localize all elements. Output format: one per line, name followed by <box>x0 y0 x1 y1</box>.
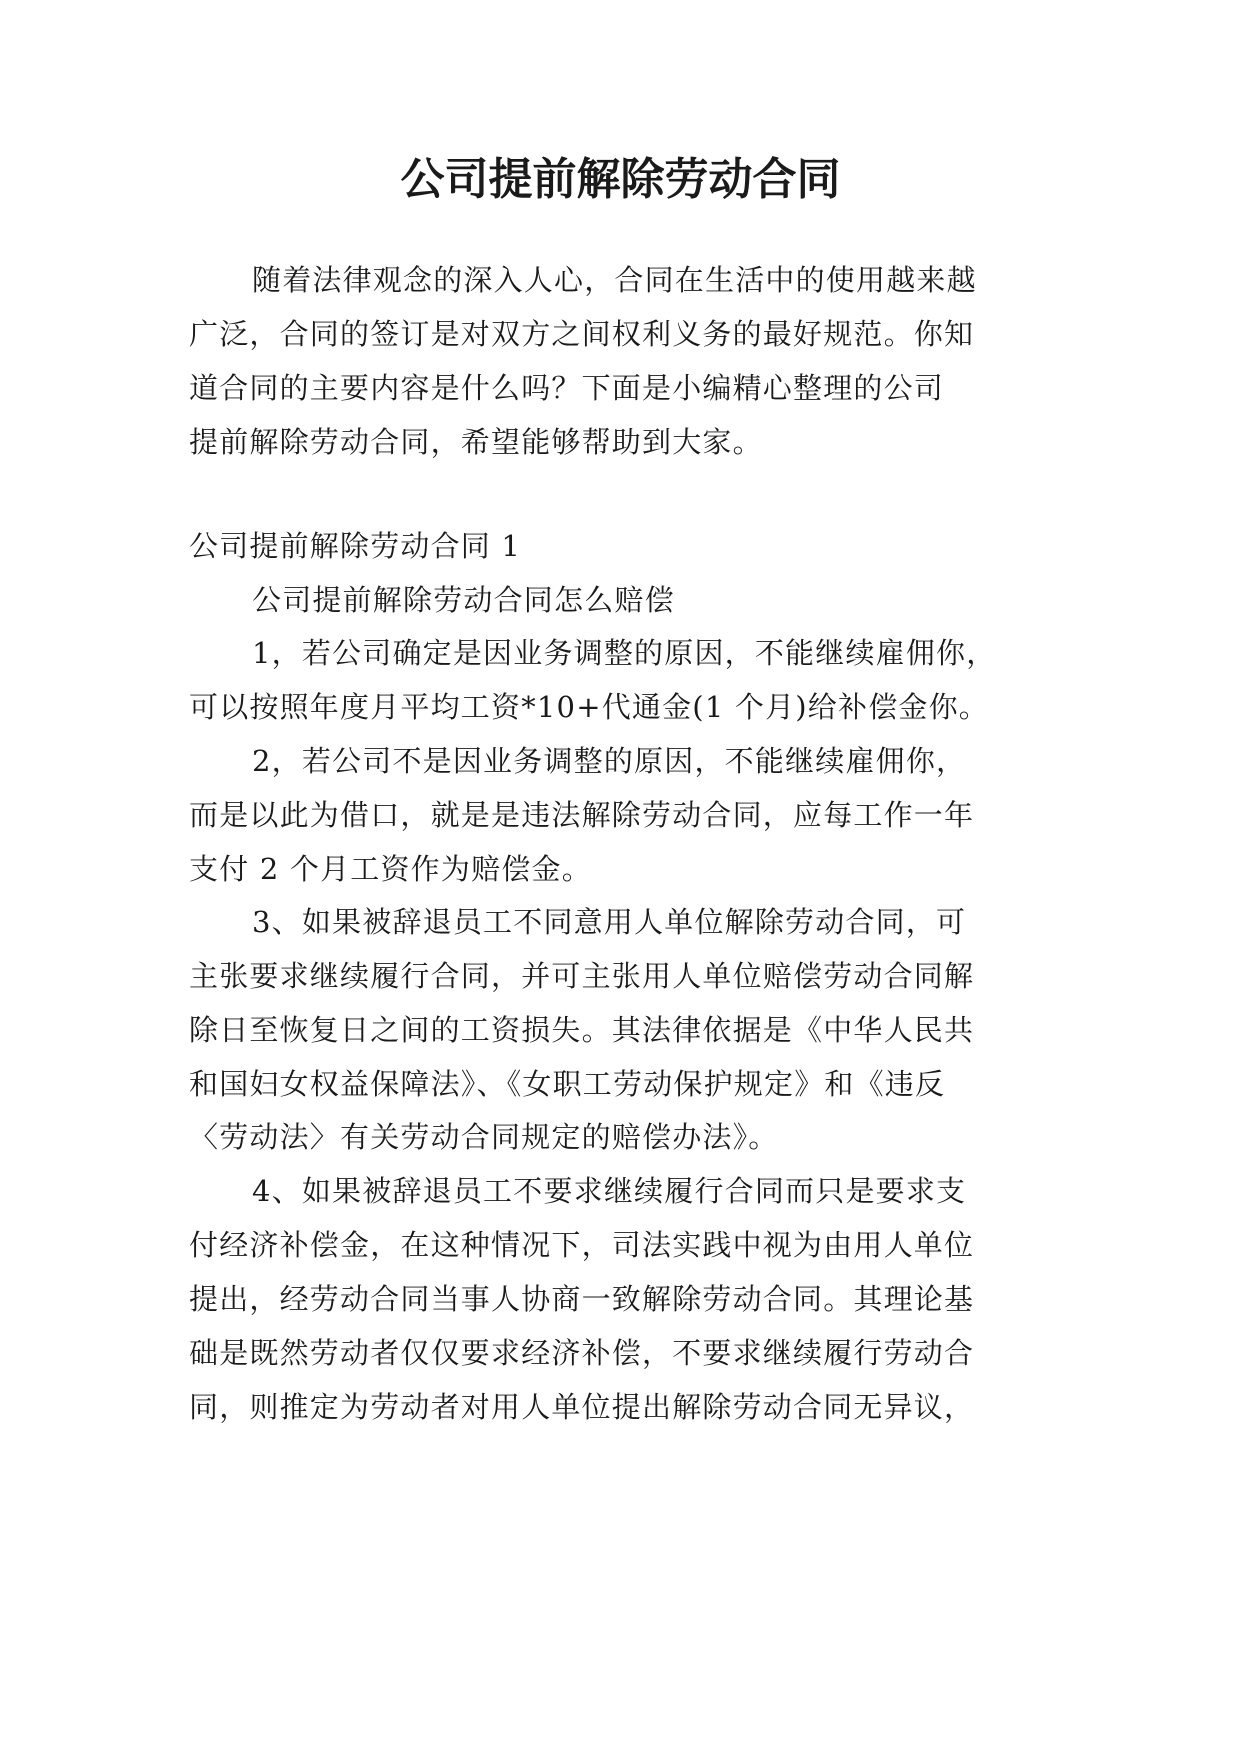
item-2-line-2: 而是以此为借口，就是是违法解除劳动合同，应每工作一年 <box>189 798 975 832</box>
item-3-line-4: 和国妇女权益保障法》、《女职工劳动保护规定》和《违反 <box>189 1067 946 1101</box>
item-4-line-4: 础是既然劳动者仅仅要求经济补偿，不要求继续履行劳动合 <box>189 1336 975 1370</box>
item-2-line-3: 支付 2 个月工资作为赔偿金。 <box>189 852 592 886</box>
subsection-heading: 公司提前解除劳动合同怎么赔偿 <box>252 583 675 617</box>
intro-line-4: 提前解除劳动合同，希望能够帮助到大家。 <box>189 425 763 459</box>
intro-line-1: 随着法律观念的深入人心，合同在生活中的使用越来越 <box>252 263 977 297</box>
intro-line-3: 道合同的主要内容是什么吗？下面是小编精心整理的公司 <box>189 371 945 405</box>
item-1-line-1: 1，若公司确定是因业务调整的原因，不能继续雇佣你， <box>252 636 997 670</box>
item-3-line-2: 主张要求继续履行合同，并可主张用人单位赔偿劳动合同解 <box>189 959 975 993</box>
item-4-line-3: 提出，经劳动合同当事人协商一致解除劳动合同。其理论基 <box>189 1282 975 1316</box>
item-1-line-2: 可以按照年度月平均工资*10+代通金(1 个月)给补偿金你。 <box>189 690 989 724</box>
item-2-line-1: 2，若公司不是因业务调整的原因，不能继续雇佣你， <box>252 744 967 778</box>
document-title: 公司提前解除劳动合同 <box>400 154 841 205</box>
item-4-line-2: 付经济补偿金，在这种情况下，司法实践中视为由用人单位 <box>189 1228 975 1262</box>
item-3-line-1: 3、如果被辞退员工不同意用人单位解除劳动合同，可 <box>252 905 967 939</box>
item-3-line-3: 除日至恢复日之间的工资损失。其法律依据是《中华人民共 <box>189 1013 975 1047</box>
item-4-line-1: 4、如果被辞退员工不要求继续履行合同而只是要求支 <box>252 1174 967 1208</box>
item-4-line-5: 同，则推定为劳动者对用人单位提出解除劳动合同无异议， <box>189 1390 975 1424</box>
section-heading: 公司提前解除劳动合同 1 <box>189 529 522 563</box>
intro-line-2: 广泛，合同的签订是对双方之间权利义务的最好规范。你知 <box>189 317 975 351</box>
item-3-line-5: 〈劳动法〉有关劳动合同规定的赔偿办法》。 <box>189 1120 779 1154</box>
